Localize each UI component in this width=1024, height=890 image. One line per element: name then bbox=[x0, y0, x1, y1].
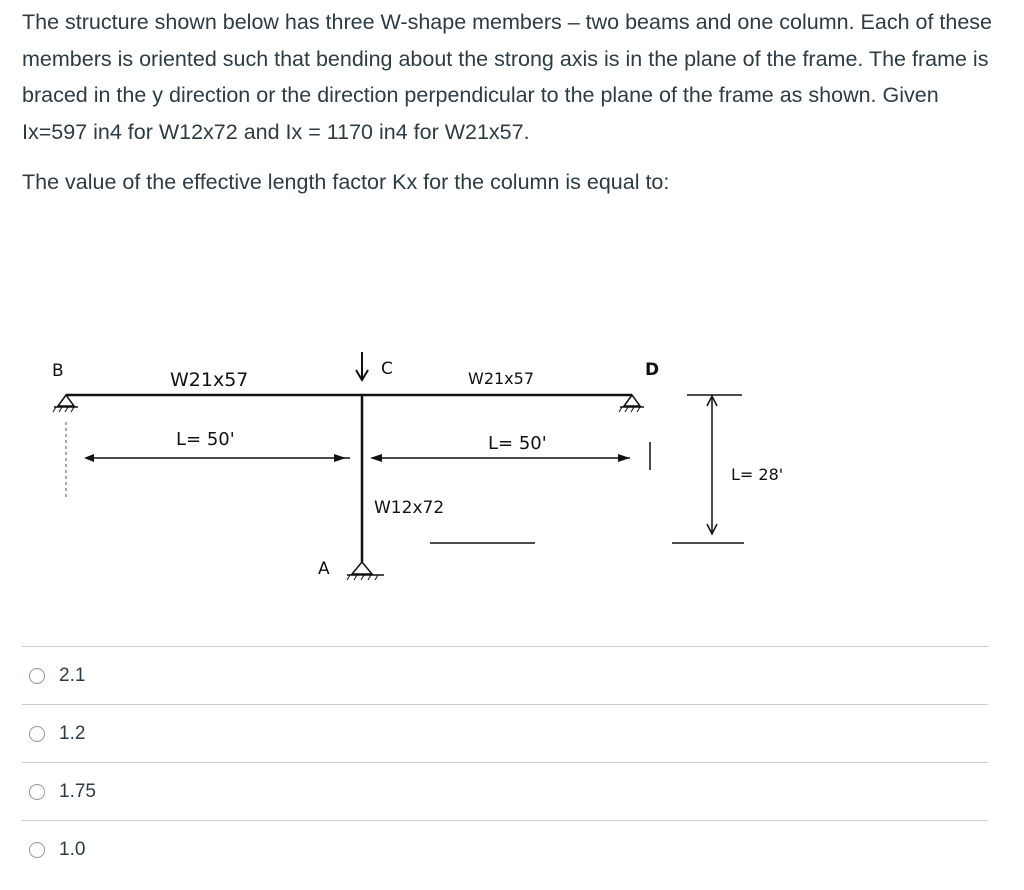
beam-left-section: W21x57 bbox=[170, 369, 249, 391]
label-c: C bbox=[381, 359, 393, 379]
label-d: D bbox=[645, 360, 660, 380]
c-marker bbox=[356, 352, 368, 380]
pin-support-a bbox=[347, 562, 384, 580]
answer-label: 1.75 bbox=[59, 780, 96, 802]
beam-left-length: L= 50' bbox=[176, 429, 235, 450]
radio-button[interactable] bbox=[29, 668, 45, 684]
frame-diagram bbox=[0, 300, 1024, 620]
answer-label: 2.1 bbox=[59, 664, 86, 686]
label-b: B bbox=[52, 361, 64, 381]
radio-button[interactable] bbox=[29, 842, 45, 858]
question-text bbox=[22, 4, 1002, 150]
label-a: A bbox=[318, 559, 330, 579]
dimension-column bbox=[430, 395, 744, 543]
radio-button[interactable] bbox=[29, 784, 45, 800]
answer-option[interactable] bbox=[22, 820, 988, 878]
beam-right-length: L= 50' bbox=[488, 433, 547, 454]
answer-option[interactable] bbox=[22, 646, 988, 704]
beam-right-section: W21x57 bbox=[468, 369, 535, 388]
answer-label: 1.2 bbox=[59, 722, 86, 744]
radio-button[interactable] bbox=[29, 726, 45, 742]
column-length: L= 28' bbox=[731, 465, 784, 484]
pin-support-b bbox=[53, 395, 78, 412]
question-paragraph: The structure shown below has three W-shape members – two beams and one column. Each of these members is oriented such that bending about the strong axis is in the plane of the frame. The frame is braced in the y direction or the direction perpendicular to the plane of the frame as shown. Given Ix=597 in4 for W12x72 and Ix = 1170 in4 for W21x57. bbox=[22, 10, 992, 144]
answer-list bbox=[22, 646, 988, 878]
pin-support-d bbox=[619, 395, 644, 412]
answer-label: 1.0 bbox=[59, 838, 86, 860]
answer-option[interactable] bbox=[22, 762, 988, 820]
answer-option[interactable] bbox=[22, 704, 988, 762]
column-section: W12x72 bbox=[374, 498, 445, 518]
question-prompt: The value of the effective length factor Kx for the column is equal to: bbox=[22, 170, 670, 194]
